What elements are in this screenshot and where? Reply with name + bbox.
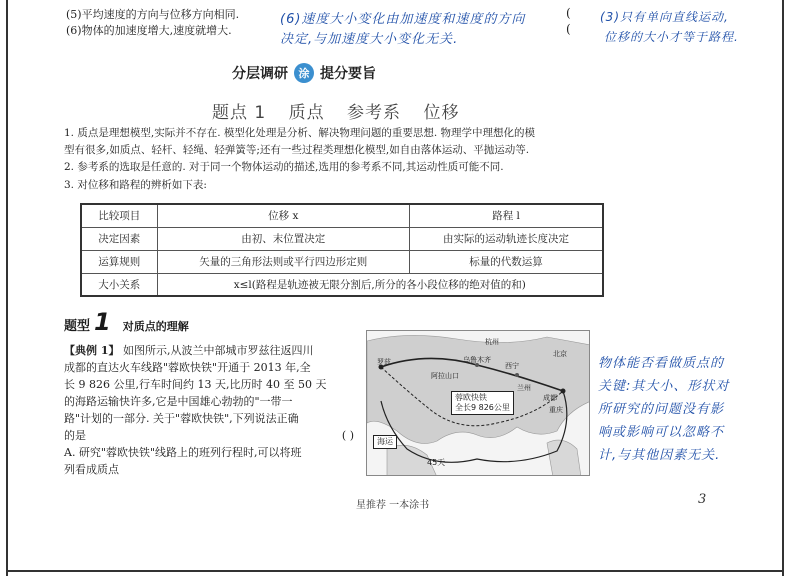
table-cell: 由初、末位置决定 bbox=[157, 227, 410, 250]
example-line: 的海路运输快许多,它是中国雄心勃勃的"一带一 bbox=[64, 395, 293, 408]
example-line bbox=[64, 342, 354, 359]
map-label: 罗兹 bbox=[377, 358, 391, 366]
route-label-box bbox=[451, 391, 514, 415]
table-row bbox=[81, 273, 603, 296]
table-cell: 标量的代数运算 bbox=[410, 250, 603, 273]
map-label: 北京 bbox=[553, 350, 567, 358]
example-label: 【典例 1】 bbox=[64, 344, 120, 357]
page-border-bottom bbox=[6, 570, 784, 572]
map-label: 阿拉山口 bbox=[431, 372, 459, 380]
handwritten-side-note-line: 物体能否看做质点的 bbox=[598, 356, 725, 371]
table-row bbox=[81, 250, 603, 273]
paragraph-1b: 型有很多,如质点、轻杆、轻绳、轻弹簧等;还有一些过程类理想化模型,如自由落体运动、平抛运动等. bbox=[64, 144, 530, 156]
page-footer: 星推荐 一本涂书 bbox=[356, 500, 430, 511]
route-label-title: 蓉欧快铁 bbox=[455, 393, 487, 402]
question-type-heading bbox=[64, 308, 189, 336]
example-line: 成都的直达火车线路"蓉欧快铁"开通于 2013 年,全 bbox=[64, 361, 311, 374]
table-row bbox=[81, 227, 603, 250]
table-header-cell: 路程 l bbox=[410, 204, 603, 227]
handwritten-note-6-line2: 决定,与加速度大小变化无关. bbox=[280, 32, 459, 47]
map-label: 兰州 bbox=[517, 384, 531, 392]
map-label: 成都 bbox=[543, 394, 557, 402]
handwritten-side-note-line: 所研究的问题没有影 bbox=[598, 402, 725, 417]
handwritten-note-3-line2: 位移的大小才等于路程. bbox=[604, 30, 739, 44]
statement-5: (5)平均速度的方向与位移方向相同. bbox=[66, 8, 240, 21]
displacement-distance-table bbox=[80, 203, 604, 297]
page-border-left bbox=[6, 0, 8, 576]
table-cell: 矢量的三角形法则或平行四边形定则 bbox=[157, 250, 410, 273]
section-banner-badge: 涂 bbox=[294, 63, 314, 83]
paragraph-3: 3. 对位移和路程的辨析如下表: bbox=[64, 179, 207, 191]
table-cell: 决定因素 bbox=[81, 227, 157, 250]
example-text: 如图所示,从波兰中部城市罗兹往返四川 bbox=[122, 344, 314, 357]
question-type-label: 题型 bbox=[64, 319, 91, 334]
table-cell: 大小关系 bbox=[81, 273, 157, 296]
table-header-cell: 比较项目 bbox=[81, 204, 157, 227]
answer-paren-5-open: ( bbox=[566, 6, 571, 20]
handwritten-side-note-line: 关键:其大小、形状对 bbox=[598, 379, 730, 394]
question-type-number: 1 bbox=[94, 308, 111, 336]
section-banner-right: 提分要旨 bbox=[320, 66, 376, 82]
handwritten-side-note-line: 计,与其他因素无关. bbox=[598, 448, 721, 463]
statement-6: (6)物体的加速度增大,速度就增大. bbox=[66, 24, 232, 37]
option-a-continued: 列看成质点 bbox=[64, 463, 119, 476]
answer-blank: ( ) bbox=[341, 429, 354, 442]
section-banner-left: 分层调研 bbox=[232, 66, 288, 82]
topic-part-2: 参考系 bbox=[347, 103, 402, 123]
table-header-cell: 位移 x bbox=[157, 204, 410, 227]
map-label: 杭州 bbox=[485, 338, 499, 346]
sea-days-label: 45天 bbox=[427, 458, 446, 467]
topic-part-3: 位移 bbox=[423, 103, 460, 123]
topic-label: 题点 1 bbox=[212, 103, 267, 123]
table-cell: 由实际的运动轨迹长度决定 bbox=[410, 227, 603, 250]
handwritten-note-3-line1: (3)只有单向直线运动, bbox=[600, 10, 729, 24]
table-cell: 运算规则 bbox=[81, 250, 157, 273]
example-line bbox=[64, 427, 354, 444]
route-map-figure bbox=[366, 330, 590, 476]
map-label: 重庆 bbox=[549, 406, 563, 414]
map-label: 西宁 bbox=[505, 362, 519, 370]
paragraph-1a: 1. 质点是理想模型,实际并不存在. 模型化处理是分析、解决物理问题的重要思想. 物理学中理想化的模 bbox=[64, 127, 536, 139]
handwritten-note-6-line1: (6)速度大小变化由加速度和速度的方向 bbox=[280, 12, 526, 27]
example-line: 路"计划的一部分. 关于"蓉欧快铁",下列说法正确 bbox=[64, 412, 299, 425]
route-label-length: 全长9 826公里 bbox=[455, 403, 510, 412]
question-type-text: 对质点的理解 bbox=[122, 320, 189, 333]
topic-title bbox=[212, 98, 475, 123]
example-question bbox=[64, 342, 354, 478]
example-line-text: 的是 bbox=[64, 429, 86, 442]
topic-part-1: 质点 bbox=[288, 103, 325, 123]
answer-paren-6-open: ( bbox=[566, 22, 571, 36]
page-border-right bbox=[782, 0, 784, 576]
handwritten-side-note-line: 响或影响可以忽略不 bbox=[598, 425, 725, 440]
paragraph-2: 2. 参考系的选取是任意的. 对于同一个物体运动的描述,选用的参考系不同,其运动性质可能不同. bbox=[64, 161, 504, 173]
table-cell: x≤l(路程是轨迹被无限分割后,所分的各小段位移的绝对值的和) bbox=[157, 273, 603, 296]
section-banner bbox=[232, 62, 376, 84]
sea-route-label: 海运 bbox=[373, 435, 397, 449]
option-a: A. 研究"蓉欧快铁"线路上的班列行程时,可以将班 bbox=[64, 446, 302, 459]
example-line: 长 9 826 公里,行车时间约 13 天,比历时 40 至 50 天 bbox=[64, 378, 327, 391]
table-header-row bbox=[81, 204, 603, 227]
page-number: 3 bbox=[698, 492, 707, 507]
map-label: 乌鲁木齐 bbox=[463, 356, 491, 364]
